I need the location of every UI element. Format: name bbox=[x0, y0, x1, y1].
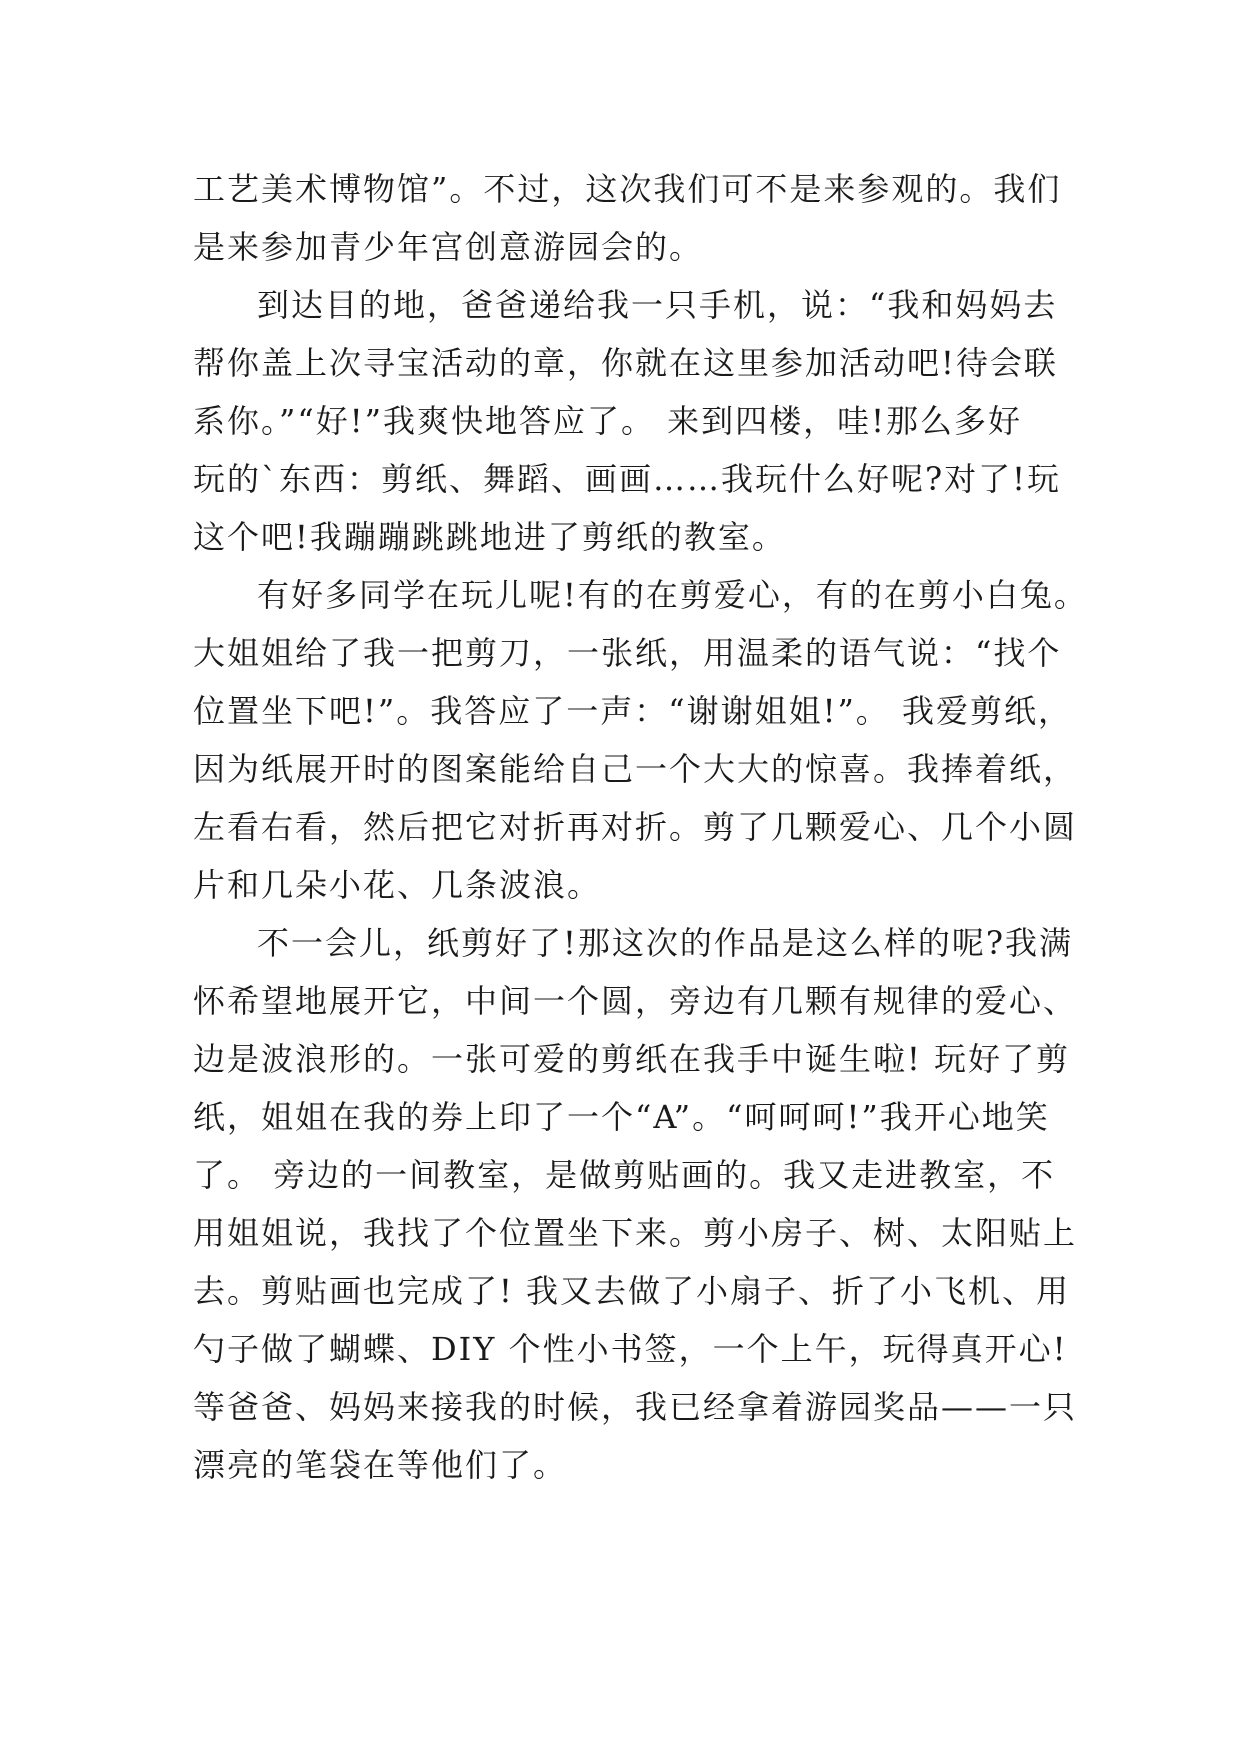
text-line: 玩的`东西：剪纸、舞蹈、画画……我玩什么好呢?对了!玩 bbox=[193, 460, 1062, 498]
text-line: 片和几朵小花、几条波浪。 bbox=[193, 866, 602, 904]
text-line: 工艺美术博物馆”。不过，这次我们可不是来参观的。我们 bbox=[193, 170, 1062, 208]
text-line: 大姐姐给了我一把剪刀，一张纸，用温柔的语气说：“找个 bbox=[193, 634, 1062, 672]
text-line: 漂亮的笔袋在等他们了。 bbox=[193, 1446, 568, 1484]
text-line: 勺子做了蝴蝶、DIY 个性小书签，一个上午，玩得真开心! bbox=[193, 1330, 1068, 1368]
paragraph-start-line: 不一会儿，纸剪好了!那这次的作品是这么样的呢?我满 bbox=[257, 924, 1074, 962]
essay-body bbox=[193, 160, 1088, 1494]
text-line: 用姐姐说，我找了个位置坐下来。剪小房子、树、太阳贴上 bbox=[193, 1214, 1078, 1252]
text-line: 了。 旁边的一间教室，是做剪贴画的。我又走进教室，不 bbox=[193, 1156, 1056, 1194]
text-line: 去。剪贴画也完成了! 我又去做了小扇子、折了小飞机、用 bbox=[193, 1272, 1071, 1310]
text-line: 边是波浪形的。一张可爱的剪纸在我手中诞生啦! 玩好了剪 bbox=[193, 1040, 1071, 1078]
text-line: 帮你盖上次寻宝活动的章，你就在这里参加活动吧!待会联 bbox=[193, 344, 1058, 382]
paragraph-start-line: 有好多同学在玩儿呢!有的在剪爱心，有的在剪小白兔。 bbox=[257, 576, 1088, 614]
text-line: 是来参加青少年宫创意游园会的。 bbox=[193, 228, 704, 266]
text-line: 纸，姐姐在我的券上印了一个“A”。“呵呵呵!”我开心地笑 bbox=[193, 1098, 1050, 1136]
text-line: 系你。”“好!”我爽快地答应了。 来到四楼，哇!那么多好 bbox=[193, 402, 1022, 440]
text-line: 这个吧!我蹦蹦跳跳地进了剪纸的教室。 bbox=[193, 518, 786, 556]
text-line: 左看右看，然后把它对折再对折。剪了几颗爱心、几个小圆 bbox=[193, 808, 1078, 846]
text-line: 怀希望地展开它，中间一个圆，旁边有几颗有规律的爱心、 bbox=[193, 982, 1078, 1020]
text-line: 因为纸展开时的图案能给自己一个大大的惊喜。我捧着纸， bbox=[193, 750, 1078, 788]
text-line: 等爸爸、妈妈来接我的时候，我已经拿着游园奖品——一只 bbox=[193, 1388, 1078, 1426]
paragraph-start-line: 到达目的地，爸爸递给我一只手机，说：“我和妈妈去 bbox=[257, 286, 1058, 324]
text-line: 位置坐下吧!”。我答应了一声：“谢谢姐姐!”。 我爱剪纸， bbox=[193, 692, 1072, 730]
